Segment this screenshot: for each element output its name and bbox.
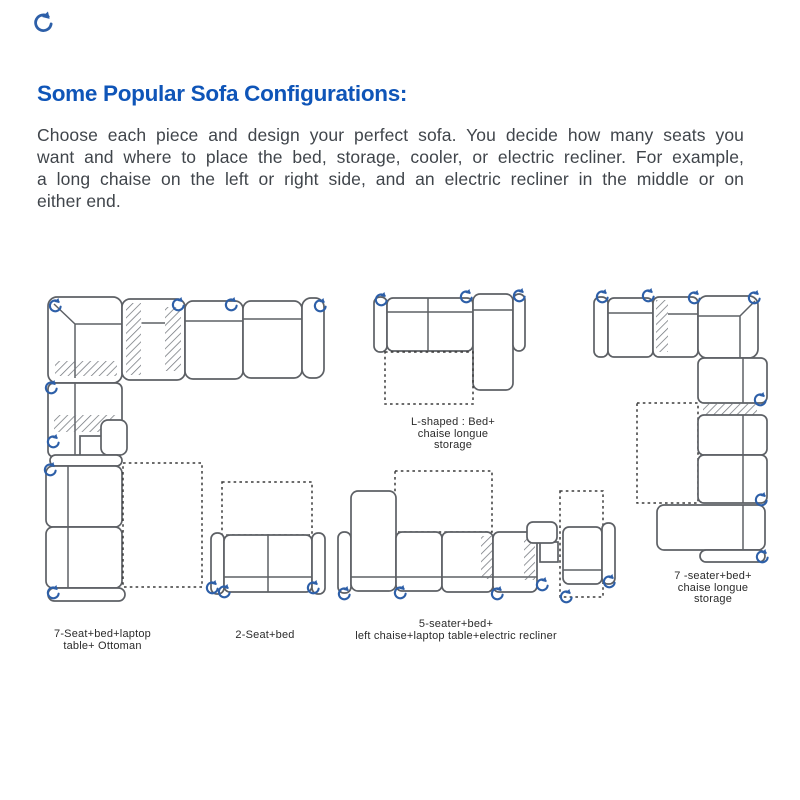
label-line: 7 -seater+bed+ <box>674 570 752 582</box>
diagram-label-five-seater <box>330 619 582 642</box>
label-line: 2-Seat+bed <box>235 629 295 641</box>
diagram-label-two-seat-bed <box>205 630 325 642</box>
label-line: chaise longue <box>677 581 749 594</box>
label-line: chaise longue <box>417 427 489 440</box>
sofa-diagram-seven-seater-chaise <box>594 288 768 562</box>
page-title: Some Popular Sofa Configurations: <box>37 81 408 106</box>
intro-paragraph <box>37 124 744 212</box>
label-line: left chaise+laptop table+electric recliner <box>355 629 557 642</box>
sofa-diagram-l-shaped-bed-chaise <box>374 288 525 404</box>
diagram-label-l-shaped <box>382 417 524 452</box>
rotate-icon <box>30 10 56 36</box>
intro-line: want and where to place the bed, storage, cooler, or electric recliner. For example, <box>37 147 744 167</box>
bed-dashed-outline <box>385 352 473 404</box>
label-line: 5-seater+bed+ <box>418 618 494 630</box>
label-line: 7-Seat+bed+laptop <box>54 628 151 640</box>
bed-dashed-outline <box>395 471 492 532</box>
label-line: storage <box>433 439 473 451</box>
label-line: storage <box>693 593 733 605</box>
intro-line: either end. <box>37 191 121 211</box>
sofa-diagram-five-seater-recliner <box>338 471 615 602</box>
diagram-label-seven-seater <box>642 571 784 606</box>
intro-line: a long chaise on the left or right side, and an electric recliner in the middle or on <box>37 169 744 189</box>
label-line: table+ Ottoman <box>63 639 142 652</box>
label-line: L-shaped : Bed+ <box>410 416 496 428</box>
diagram-label-seven-seat-ottoman <box>30 629 175 652</box>
intro-line: Choose each piece and design your perfect sofa. You decide how many seats you <box>37 125 744 145</box>
bed-dashed-outline <box>222 482 312 535</box>
sofa-diagram-two-seat-bed <box>207 482 325 597</box>
bed-dashed-outline <box>637 403 698 503</box>
ottoman-dashed-outline <box>123 463 202 587</box>
rotate-icon <box>561 589 572 602</box>
rotate-icon <box>537 577 548 590</box>
